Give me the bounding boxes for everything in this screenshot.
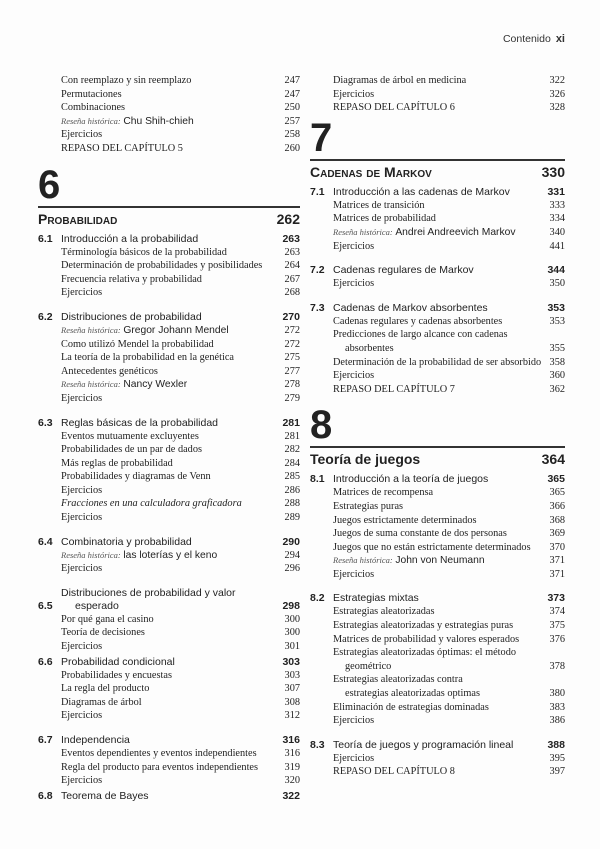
entry-title: John von Neumann (395, 555, 485, 567)
section-title (333, 592, 547, 605)
entry-text: Permutaciones (61, 88, 122, 100)
entry-page-number: 257 (284, 115, 300, 127)
entry-page-number: 371 (549, 568, 565, 580)
section-heading (38, 790, 300, 803)
toc-entry (310, 342, 565, 356)
entry-page-number: 301 (284, 641, 300, 653)
entry-text: Determinación de la probabilidad de ser absorbido (333, 356, 542, 368)
toc-entry (310, 527, 565, 541)
section-number: 6.7 (38, 734, 53, 746)
running-header (503, 33, 565, 45)
toc-entry (38, 549, 300, 563)
entry-page-number: 272 (284, 338, 300, 350)
entry-text: La regla del producto (61, 683, 150, 695)
entry-page-number: 395 (549, 752, 565, 764)
entry-text: Estrategias aleatorizadas contra (333, 674, 463, 686)
entry-text: Ejercicios (61, 484, 103, 496)
section-title-text: Combinatoria y probabilidad (61, 535, 192, 548)
entry-text: Matrices de recompensa (333, 487, 434, 499)
entry-text (61, 378, 187, 392)
entry-page-number: 320 (284, 775, 300, 787)
toc-entry (38, 351, 300, 365)
entry-text: Matrices de transición (333, 199, 425, 211)
entry-text: Estrategias aleatorizadas y estrategias puras (333, 620, 514, 632)
toc-entry (310, 277, 565, 291)
toc-entry (310, 714, 565, 728)
section-title-text: Reglas básicas de la probabilidad (61, 416, 219, 429)
section-heading (38, 233, 300, 246)
entry-text: Estrategias puras (333, 500, 404, 512)
section-title-text: Introducción a la teoría de juegos (333, 473, 489, 486)
entry-text: Regla del producto para eventos independientes (61, 761, 259, 773)
entry-text: absorbentes (345, 342, 394, 354)
section-title (61, 417, 282, 430)
entry-page-number: 308 (284, 696, 300, 708)
section-title-text: Independencia (61, 734, 130, 746)
section-heading (310, 592, 565, 605)
entry-page-number: 300 (284, 613, 300, 625)
entry-page-number: 376 (549, 633, 565, 645)
section-heading (310, 473, 565, 486)
section-page-number: 353 (547, 301, 565, 314)
historical-note-label: Reseña histórica: (333, 555, 393, 566)
section-page-number: 365 (547, 473, 565, 486)
section-title-text: Teoría de juegos y programación lineal (333, 738, 514, 751)
toc-entry (310, 88, 565, 102)
chapter-title-bar (310, 446, 565, 467)
entry-text: Eventos dependientes y eventos independientes (61, 748, 257, 759)
entry-text: Ejercicios (61, 392, 103, 404)
toc-entry (310, 240, 565, 254)
section-page-number: 270 (282, 310, 300, 323)
section-page-number: 303 (282, 655, 300, 668)
section-number: 7.2 (310, 264, 325, 277)
toc-entry (310, 605, 565, 619)
toc-entry (310, 74, 565, 88)
chapter-title: Cadenas de Markov (310, 163, 432, 180)
toc-entry (310, 541, 565, 555)
entry-page-number: 386 (549, 715, 565, 727)
entry-text: Determinación de probabilidades y posibilidades (61, 260, 263, 272)
section-page-number: 298 (282, 599, 300, 612)
entry-page-number: 289 (284, 512, 300, 524)
entry-text: Ejercicios (333, 278, 375, 290)
entry-page-number: 366 (549, 500, 565, 512)
toc-entry (38, 613, 300, 627)
historical-note-label: Reseña histórica: (61, 115, 121, 126)
entry-page-number: 375 (549, 620, 565, 632)
section-heading (38, 734, 300, 747)
toc-entry (310, 514, 565, 528)
section-title (333, 302, 547, 315)
entry-page-number: 362 (549, 383, 565, 395)
toc-entry (310, 199, 565, 213)
entry-text: REPASO DEL CAPÍTULO 5 (61, 142, 183, 154)
toc-entry (310, 212, 565, 226)
entry-text: Ejercicios (61, 287, 103, 299)
section-title (61, 587, 282, 613)
section-number: 6.5 (38, 599, 53, 612)
toc-entry (38, 101, 300, 115)
toc-entry (310, 765, 565, 779)
entry-text: Como utilizó Mendel la probabilidad (61, 338, 214, 350)
toc-entry (310, 486, 565, 500)
entry-text: Probabilidades de un par de dados (61, 444, 202, 456)
entry-text: Estrategias aleatorizadas óptimas: el método (333, 647, 516, 659)
entry-text (333, 554, 485, 568)
toc-entry (310, 226, 565, 240)
entry-text: Ejercicios (333, 715, 375, 727)
section-heading (310, 264, 565, 277)
section-title (61, 656, 282, 669)
entry-page-number: 264 (284, 260, 300, 272)
section-heading (38, 656, 300, 669)
entry-text: Fracciones en una calculadora graficadora (61, 498, 242, 510)
chapter-number: 8 (310, 403, 333, 448)
entry-text: Ejercicios (333, 240, 375, 252)
entry-page-number: 378 (549, 660, 565, 672)
section-title (61, 536, 282, 549)
entry-text: La teoría de la probabilidad en la genética (61, 352, 234, 364)
section-number: 6.2 (38, 310, 53, 323)
toc-entry (38, 709, 300, 723)
entry-text: Combinaciones (61, 102, 126, 114)
toc-entry (38, 761, 300, 775)
entry-text: Ejercicios (61, 512, 103, 524)
toc-entry (38, 273, 300, 287)
section-title (61, 233, 282, 246)
section-number: 6.6 (38, 655, 53, 668)
toc-entry (38, 74, 300, 88)
section-title (61, 734, 282, 747)
entry-page-number: 319 (284, 761, 300, 773)
entry-title: Gregor Johann Mendel (123, 324, 229, 336)
section-number: 6.8 (38, 789, 53, 802)
entry-page-number: 316 (284, 748, 300, 759)
entry-page-number: 368 (549, 514, 565, 526)
toc-entry (38, 640, 300, 654)
section-title (61, 311, 282, 324)
toc-entry (38, 562, 300, 576)
section-title (333, 264, 547, 277)
entry-page-number: 300 (284, 627, 300, 639)
entry-text: estrategias aleatorizadas optimas (345, 688, 480, 700)
section-title-text: Probabilidad condicional (61, 655, 175, 668)
entry-text: Matrices de probabilidad (333, 213, 436, 225)
toc-entry (38, 626, 300, 640)
entry-text: geométrico (345, 660, 392, 672)
chapter-page-number: 330 (541, 163, 565, 180)
entry-page-number: 369 (549, 528, 565, 540)
entry-page-number: 371 (549, 555, 565, 567)
section-title (333, 739, 547, 752)
toc-entry (38, 142, 300, 156)
section-title (61, 790, 282, 803)
entry-page-number: 285 (284, 471, 300, 483)
toc-entry (310, 701, 565, 715)
section-page-number: 316 (282, 734, 300, 746)
toc-entry (38, 324, 300, 338)
toc-entry (310, 383, 565, 397)
entry-page-number: 260 (284, 142, 300, 154)
toc-entry (38, 365, 300, 379)
entry-page-number: 333 (549, 199, 565, 211)
entry-page-number: 275 (284, 352, 300, 364)
toc-entry (310, 101, 565, 115)
entry-page-number: 365 (549, 487, 565, 499)
entry-page-number: 380 (549, 688, 565, 700)
entry-text: Cadenas regulares y cadenas absorbentes (333, 315, 503, 327)
toc-entry (38, 696, 300, 710)
entry-page-number: 441 (549, 240, 565, 252)
section-title-text: Distribuciones de probabilidad y valor (61, 586, 236, 599)
entry-text (333, 226, 516, 240)
entry-title: las loterías y el keno (123, 549, 218, 561)
entry-page-number: 340 (549, 226, 565, 238)
toc-entry (38, 484, 300, 498)
toc-entry (38, 669, 300, 683)
entry-text: Ejercicios (333, 370, 375, 382)
section-title-text: Estrategias mixtas (333, 592, 419, 605)
entry-page-number: 334 (549, 213, 565, 225)
chapter-title-bar (38, 206, 300, 227)
entry-page-number: 303 (284, 669, 300, 681)
toc-entry (38, 430, 300, 444)
entry-text: Diagramas de árbol (61, 696, 142, 708)
entry-text: Predicciones de largo alcance con cadenas (333, 329, 508, 341)
section-page-number: 322 (282, 789, 300, 802)
historical-note-label: Reseña histórica: (61, 379, 121, 390)
entry-title: Andrei Andreevich Markov (395, 226, 516, 238)
entry-page-number: 268 (284, 287, 300, 299)
section-title-text: Distribuciones de probabilidad (61, 310, 202, 323)
toc-entry (38, 392, 300, 406)
toc-entry (38, 286, 300, 300)
section-title-text: Teorema de Bayes (61, 789, 149, 802)
toc-entry (310, 752, 565, 766)
section-heading (38, 536, 300, 549)
toc-entry (38, 246, 300, 260)
entry-text: Diagramas de árbol en medicina (333, 75, 467, 86)
entry-text: Probabilidades y diagramas de Venn (61, 471, 211, 483)
toc-entry (38, 497, 300, 511)
toc-entry (310, 554, 565, 568)
chapter-title: Teoría de juegos (310, 451, 421, 468)
entry-page-number: 278 (284, 379, 300, 391)
section-page-number: 344 (547, 264, 565, 277)
toc-left-column (38, 74, 300, 803)
entry-page-number: 247 (284, 75, 300, 86)
section-heading (38, 417, 300, 430)
section-title-continuation: esperado (75, 599, 119, 612)
entry-text: Más reglas de probabilidad (61, 457, 173, 469)
entry-page-number: 258 (284, 129, 300, 141)
chapter-title-bar (310, 159, 565, 180)
entry-page-number: 296 (284, 563, 300, 575)
entry-text: Ejercicios (333, 88, 375, 100)
toc-entry (310, 619, 565, 633)
entry-text: Eliminación de estrategias dominadas (333, 701, 489, 713)
section-number: 8.3 (310, 738, 325, 751)
toc-entry (310, 660, 565, 674)
section-heading (38, 311, 300, 324)
toc-entry (38, 682, 300, 696)
entry-text: Ejercicios (61, 563, 103, 575)
toc-right-column (310, 74, 565, 779)
entry-page-number: 294 (284, 549, 300, 561)
entry-page-number: 397 (549, 766, 565, 778)
entry-text (61, 324, 229, 338)
entry-text: REPASO DEL CAPÍTULO 8 (333, 766, 455, 778)
section-heading (310, 186, 565, 199)
entry-text (61, 549, 217, 563)
entry-page-number: 374 (549, 606, 565, 618)
entry-page-number: 307 (284, 683, 300, 695)
toc-entry (310, 369, 565, 383)
entry-page-number: 328 (549, 102, 565, 114)
toc-entry (38, 88, 300, 102)
section-page-number: 290 (282, 535, 300, 548)
entry-text: Ejercicios (61, 775, 103, 787)
toc-entry (310, 500, 565, 514)
section-page-number: 331 (547, 185, 565, 198)
toc-entry (38, 128, 300, 142)
entry-text (61, 115, 194, 129)
entry-page-number: 267 (284, 273, 300, 285)
section-number: 6.3 (38, 416, 53, 429)
entry-text: Por qué gana el casino (61, 613, 154, 625)
entry-text: Matrices de probabilidad y valores esperados (333, 633, 520, 645)
entry-page-number: 250 (284, 102, 300, 114)
toc-entry (310, 633, 565, 647)
entry-page-number: 353 (549, 315, 565, 327)
entry-page-number: 355 (549, 342, 565, 354)
entry-page-number: 360 (549, 370, 565, 382)
entry-title: Nancy Wexler (123, 379, 188, 391)
toc-entry (38, 511, 300, 525)
toc-entry (310, 646, 565, 660)
chapter-number: 6 (38, 162, 61, 207)
section-number: 8.1 (310, 473, 325, 486)
entry-page-number: 383 (549, 701, 565, 713)
entry-page-number: 272 (284, 324, 300, 336)
entry-title: Chu Shih-chieh (123, 115, 194, 127)
section-title (333, 186, 547, 199)
toc-entry (38, 470, 300, 484)
toc-entry (310, 568, 565, 582)
entry-page-number: 312 (284, 710, 300, 722)
entry-text: Términología básicos de la probabilidad (61, 246, 227, 258)
entry-page-number: 350 (549, 278, 565, 290)
entry-page-number: 286 (284, 484, 300, 496)
entry-text: Ejercicios (61, 710, 103, 722)
section-number: 6.4 (38, 535, 53, 548)
header-label: Contenido (502, 33, 551, 45)
entry-text: REPASO DEL CAPÍTULO 6 (333, 102, 455, 114)
entry-text: Frecuencia relativa y probabilidad (61, 273, 202, 285)
section-number: 7.1 (310, 185, 325, 198)
section-title-text: Introducción a las cadenas de Markov (333, 185, 510, 198)
section-heading (310, 739, 565, 752)
entry-page-number: 281 (284, 430, 300, 442)
section-title (333, 473, 547, 486)
section-page-number: 388 (547, 738, 565, 751)
entry-text: Ejercicios (333, 752, 375, 764)
entry-text: Ejercicios (61, 641, 103, 653)
entry-text: Estrategias aleatorizadas (333, 606, 435, 618)
toc-entry (38, 443, 300, 457)
entry-page-number: 282 (284, 444, 300, 456)
entry-text: Ejercicios (333, 568, 375, 580)
chapter-page-number: 364 (541, 451, 565, 468)
chapter-title: Probabilidad (38, 210, 118, 227)
entry-text: Juegos estrictamente determinados (333, 514, 477, 526)
entry-page-number: 284 (284, 457, 300, 469)
toc-entry (310, 328, 565, 342)
section-title-text: Cadenas regulares de Markov (333, 264, 474, 277)
entry-page-number: 263 (284, 246, 300, 258)
toc-entry (38, 457, 300, 471)
section-title-text: Cadenas de Markov absorbentes (333, 301, 488, 314)
section-title-text: Introducción a la probabilidad (61, 232, 199, 245)
entry-text: Eventos mutuamente excluyentes (61, 430, 199, 442)
chapter-page-number: 262 (276, 210, 300, 227)
historical-note-label: Reseña histórica: (333, 226, 393, 237)
entry-page-number: 358 (549, 356, 565, 368)
section-heading (310, 302, 565, 315)
entry-text: Ejercicios (61, 129, 103, 141)
entry-text: Juegos de suma constante de dos personas (333, 528, 507, 540)
toc-entry (38, 338, 300, 352)
entry-page-number: 279 (284, 392, 300, 404)
entry-text: Teoría de decisiones (61, 627, 145, 639)
section-heading (38, 587, 300, 613)
entry-text: REPASO DEL CAPÍTULO 7 (333, 383, 455, 395)
historical-note-label: Reseña histórica: (61, 324, 121, 335)
entry-page-number: 247 (284, 88, 300, 100)
section-number: 6.1 (38, 232, 53, 245)
entry-page-number: 322 (549, 75, 565, 86)
section-number: 7.3 (310, 301, 325, 314)
toc-entry (310, 687, 565, 701)
toc-entry (38, 259, 300, 273)
header-page-number: xi (555, 33, 565, 45)
toc-entry (310, 315, 565, 329)
toc-entry (38, 378, 300, 392)
section-number: 8.2 (310, 592, 325, 605)
toc-entry (38, 115, 300, 129)
entry-page-number: 277 (284, 365, 300, 377)
entry-text: Juegos que no están estrictamente determinados (333, 541, 531, 553)
entry-page-number: 370 (549, 541, 565, 553)
toc-entry (310, 673, 565, 687)
entry-page-number: 326 (549, 88, 565, 100)
entry-text: Con reemplazo y sin reemplazo (61, 75, 192, 86)
toc-entry (38, 747, 300, 761)
entry-page-number: 288 (284, 498, 300, 510)
toc-entry (38, 774, 300, 788)
section-page-number: 281 (282, 416, 300, 429)
entry-text: Antecedentes genéticos (61, 365, 158, 377)
entry-text: Probabilidades y encuestas (61, 669, 172, 681)
section-page-number: 373 (547, 592, 565, 605)
historical-note-label: Reseña histórica: (61, 549, 121, 560)
toc-entry (310, 356, 565, 370)
section-page-number: 263 (282, 232, 300, 245)
chapter-number: 7 (310, 115, 333, 160)
